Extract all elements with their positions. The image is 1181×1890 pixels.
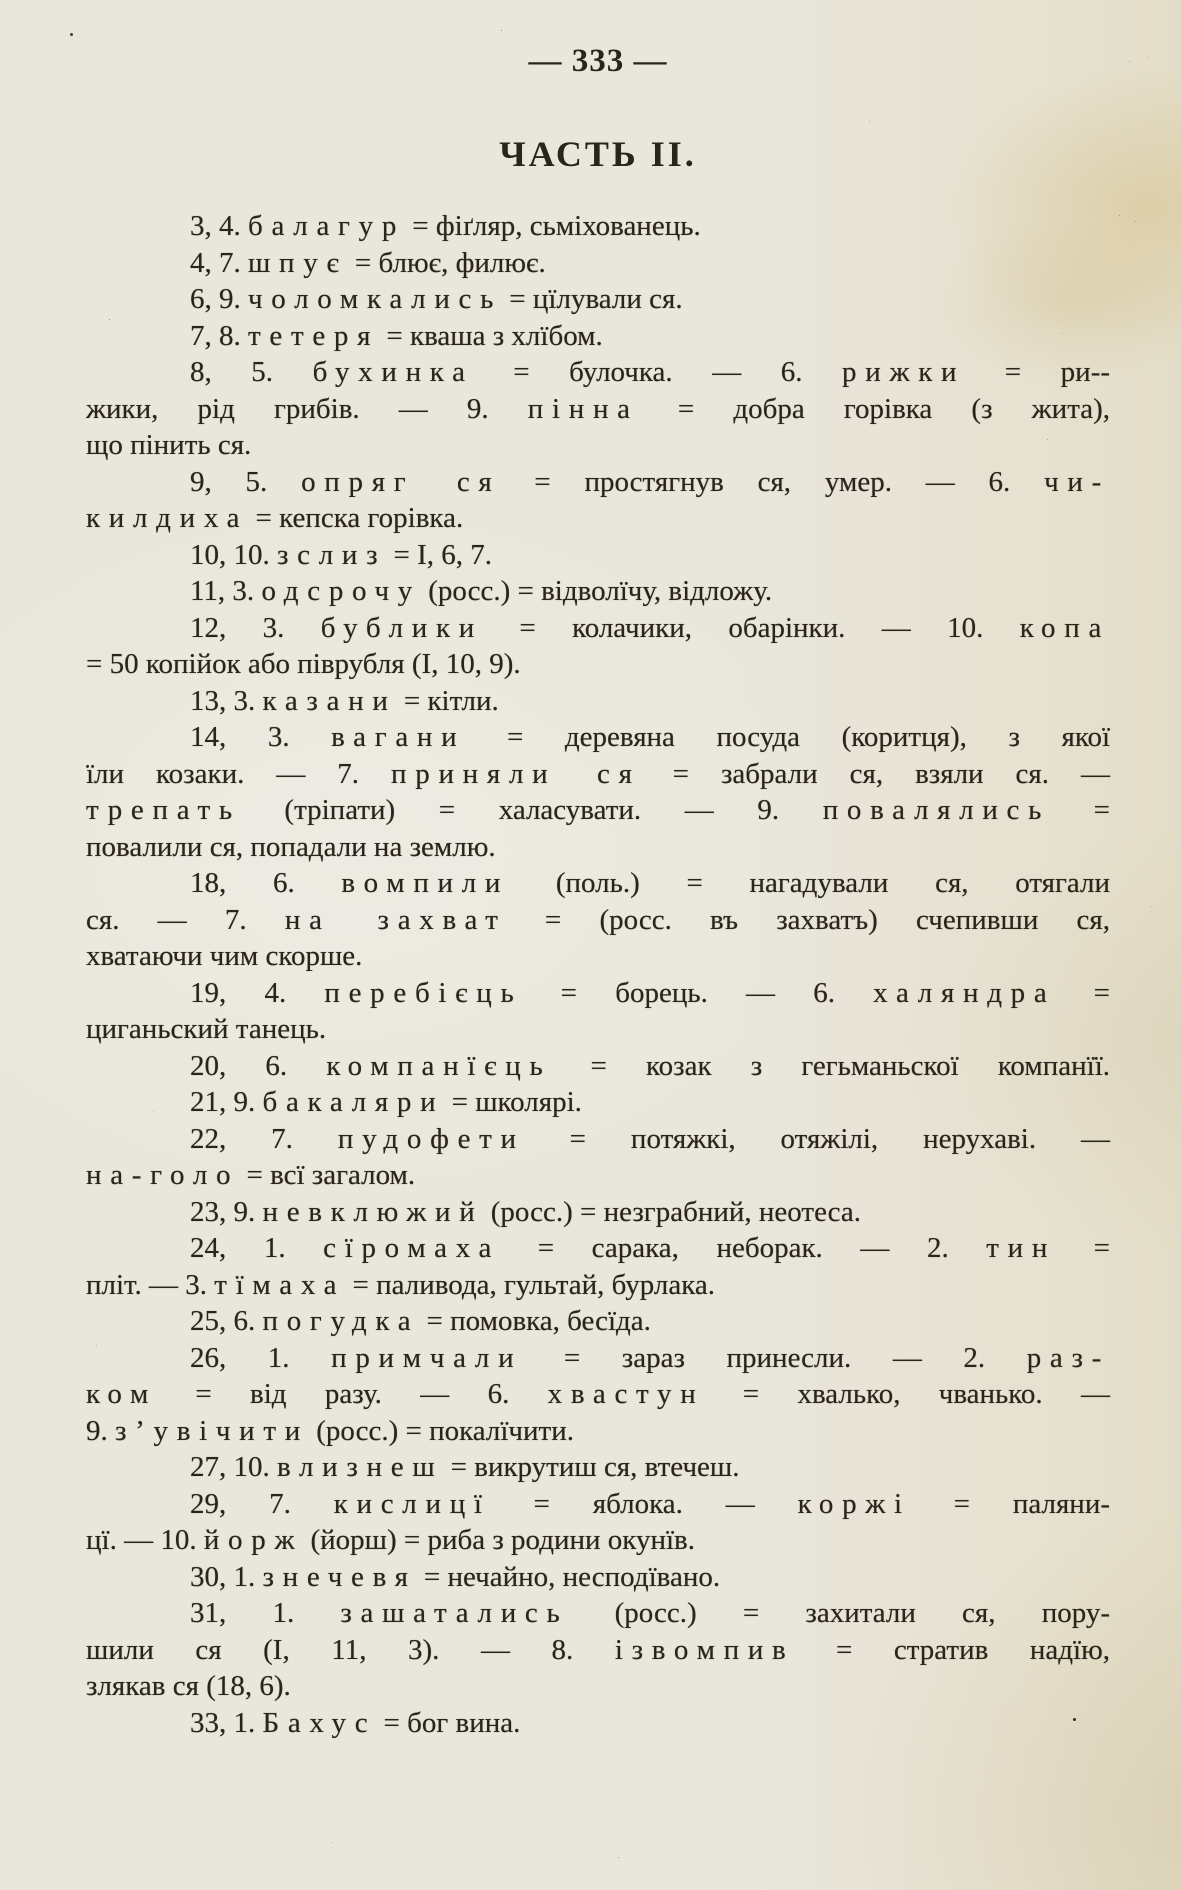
- headword: опряг ся: [301, 465, 501, 498]
- headword: зслиз: [277, 538, 387, 571]
- text-line: [86, 1230, 1110, 1267]
- text-line: [86, 1449, 1110, 1486]
- headword: казани: [262, 684, 397, 717]
- text-segment: = хвалько, чванько. —: [704, 1378, 1110, 1410]
- page-content: [86, 44, 1110, 1741]
- text-segment: = всї загалом.: [239, 1159, 416, 1191]
- text-segment: = кітли.: [396, 684, 499, 717]
- text-line: [86, 427, 1110, 464]
- text-line: [86, 1303, 1110, 1340]
- text-line: [86, 500, 1110, 537]
- text-line: [86, 1267, 1110, 1304]
- text-segment: циганьский танець.: [86, 1013, 327, 1045]
- text-line: [86, 1376, 1110, 1413]
- text-line: [86, 1595, 1110, 1632]
- headword: бухинка: [312, 356, 474, 388]
- headword: бублики: [320, 611, 484, 644]
- text-segment: 13, 3.: [190, 684, 263, 717]
- text-line: [86, 1522, 1110, 1559]
- headword: одсрочу: [261, 575, 421, 607]
- text-segment: 30, 1.: [190, 1560, 263, 1593]
- headword: примчали: [331, 1341, 523, 1374]
- text-segment: = школярі.: [444, 1086, 582, 1118]
- text-segment: = колачики, обарінки. — 10.: [483, 611, 1020, 644]
- headword: раз-: [1026, 1341, 1111, 1374]
- text-segment: = потяжкі, отяжілі, нерухаві. —: [524, 1122, 1110, 1155]
- text-segment: 14, 3.: [190, 721, 332, 753]
- text-segment: =: [1056, 1232, 1111, 1264]
- headword: повалялись: [822, 794, 1051, 826]
- text-segment: 19, 4.: [190, 976, 325, 1009]
- text-line: [86, 646, 1110, 683]
- text-line: [86, 464, 1110, 501]
- headword: коржі: [797, 1487, 911, 1520]
- headword: тин: [986, 1232, 1057, 1264]
- text-segment: = 50 копійок або піврубля (I, 10, 9).: [86, 648, 521, 680]
- text-segment: = блює, филює.: [347, 246, 546, 279]
- headword: чоломкались: [248, 283, 503, 315]
- text-segment: 22, 7.: [190, 1122, 338, 1155]
- text-segment: = зараз принесли. — 2.: [522, 1341, 1027, 1374]
- headword: трепать: [86, 794, 241, 826]
- text-segment: ся. — 7.: [86, 903, 285, 936]
- headword: знечевя: [262, 1560, 417, 1593]
- headword: приняли ся: [391, 757, 641, 790]
- text-segment: =: [1050, 794, 1110, 826]
- text-line: [86, 719, 1110, 756]
- text-segment: = від разу. — 6.: [157, 1378, 548, 1410]
- text-segment: = помовка, бесїда.: [419, 1305, 651, 1337]
- text-line: [86, 208, 1110, 245]
- text-segment: (росс.) = відволїчу, відложу.: [420, 575, 773, 607]
- text-segment: 6, 9.: [190, 283, 248, 315]
- text-line: [86, 537, 1110, 574]
- text-segment: 3, 4.: [190, 210, 248, 242]
- text-segment: 21, 9.: [190, 1086, 263, 1118]
- text-segment: 29, 7.: [190, 1487, 334, 1520]
- text-segment: = паляни-: [910, 1487, 1110, 1520]
- text-line: [86, 1486, 1110, 1523]
- text-line: [86, 1668, 1110, 1705]
- text-line: [86, 792, 1110, 829]
- text-segment: = сарака, неборак. — 2.: [500, 1232, 987, 1264]
- text-segment: = стратив надїю,: [794, 1633, 1110, 1666]
- text-segment: 25, 6.: [190, 1305, 263, 1337]
- text-segment: 31, 1.: [190, 1597, 341, 1629]
- text-segment: = ри--: [965, 356, 1111, 388]
- headword: халяндра: [873, 976, 1056, 1009]
- headword: ком: [86, 1378, 158, 1410]
- text-line: [86, 1559, 1110, 1596]
- text-segment: = яблока. —: [490, 1487, 798, 1520]
- headword: вагани: [331, 721, 466, 753]
- text-segment: 27, 10.: [190, 1451, 277, 1483]
- headword: невклюжий: [262, 1195, 484, 1228]
- headword: вомпили: [341, 867, 510, 899]
- text-segment: = добра горівка (з жита),: [638, 392, 1110, 425]
- text-segment: = (росс. въ захватъ) счепивши ся,: [506, 903, 1111, 936]
- headword: перебієць: [324, 976, 523, 1009]
- text-segment: 33, 1.: [190, 1706, 263, 1739]
- text-segment: шили ся (I, 11, 3). — 8.: [86, 1633, 615, 1666]
- text-segment: = нечайно, несподївано.: [416, 1560, 721, 1593]
- text-line: [86, 1157, 1110, 1194]
- headword: з’увічити: [115, 1414, 309, 1447]
- headword: тетеря: [248, 319, 380, 352]
- scan-speck-artifacts: [0, 0, 3, 3]
- headword: на-голо: [86, 1159, 240, 1191]
- text-segment: = булочка. — 6.: [473, 356, 843, 388]
- text-line: [86, 975, 1110, 1012]
- text-segment: = борець. — 6.: [522, 976, 874, 1009]
- text-segment: 18, 6.: [190, 867, 342, 899]
- text-segment: 12, 3.: [190, 611, 321, 644]
- text-segment: (росс.) = покалїчити.: [308, 1414, 574, 1447]
- text-line: [86, 281, 1110, 318]
- text-segment: злякав ся (18, 6).: [86, 1670, 291, 1702]
- headword: балагур: [248, 210, 406, 242]
- text-line: [86, 902, 1110, 939]
- text-segment: 8, 5.: [190, 356, 313, 388]
- text-segment: (росс.) = захитали ся, пору-: [568, 1597, 1111, 1629]
- text-segment: 20, 6.: [190, 1049, 327, 1082]
- headword: копа: [1019, 611, 1111, 644]
- text-segment: (йорш) = риба з родини окунїв.: [303, 1524, 695, 1556]
- text-segment: 7, 8.: [190, 319, 248, 352]
- headword: килдиха: [86, 502, 249, 534]
- headword: кислицї: [333, 1487, 491, 1520]
- headword: ізвомпив: [614, 1633, 795, 1666]
- text-line: [86, 610, 1110, 647]
- text-segment: = I, 6, 7.: [386, 538, 493, 571]
- text-segment: цї. — 10.: [86, 1524, 204, 1556]
- text-segment: = простягнув ся, умер. — 6.: [500, 465, 1045, 498]
- text-segment: =: [1055, 976, 1111, 1009]
- text-line: [86, 1011, 1110, 1048]
- headword: зашатались: [340, 1597, 569, 1629]
- text-segment: 9.: [86, 1414, 115, 1447]
- text-line: [86, 683, 1110, 720]
- text-line: [86, 354, 1110, 391]
- text-segment: 23, 9.: [190, 1195, 263, 1228]
- text-line: [86, 1413, 1110, 1450]
- page-number: — 333 —: [528, 43, 668, 79]
- text-line: [86, 865, 1110, 902]
- text-line: [86, 1340, 1110, 1377]
- text-segment: 11, 3.: [190, 575, 262, 607]
- headword: сїромаха: [323, 1232, 501, 1264]
- text-line: [86, 1705, 1110, 1742]
- text-segment: повалили ся, попадали на землю.: [86, 830, 496, 863]
- text-segment: = цїлували ся.: [502, 283, 683, 315]
- text-segment: = фіґляр, сьміхованець.: [405, 210, 701, 242]
- headword: бакаляри: [262, 1086, 445, 1118]
- glossary-lines: [86, 208, 1110, 1741]
- headword: пінна: [527, 392, 639, 425]
- text-segment: = паливода, гультай, бурлака.: [345, 1268, 716, 1301]
- text-segment: = викрутиш ся, втечеш.: [443, 1451, 740, 1483]
- headword: шпує: [248, 246, 348, 279]
- text-segment: 9, 5.: [190, 465, 302, 498]
- text-line: [86, 1194, 1110, 1231]
- text-segment: що пінить ся.: [86, 429, 252, 461]
- text-segment: хватаючи чим скорше.: [86, 940, 363, 972]
- headword: тїмаха: [214, 1268, 346, 1301]
- text-line: [86, 391, 1110, 428]
- text-segment: 26, 1.: [190, 1341, 332, 1374]
- text-segment: (росс.) = незграбний, неотеса.: [483, 1195, 862, 1228]
- text-segment: = кваша з хлїбом.: [379, 319, 603, 352]
- text-segment: = кепска горівка.: [248, 502, 464, 534]
- text-line: [86, 756, 1110, 793]
- text-segment: = козак з гегьманьскої компанїї.: [551, 1049, 1111, 1082]
- text-segment: (тріпати) = халасувати. — 9.: [240, 794, 823, 826]
- text-segment: 4, 7.: [190, 246, 248, 279]
- headword: влизнеш: [277, 1451, 444, 1483]
- headword: погудка: [262, 1305, 420, 1337]
- text-segment: 24, 1.: [190, 1232, 324, 1264]
- text-line: [86, 1632, 1110, 1669]
- text-line: [86, 318, 1110, 355]
- text-line: [86, 1048, 1110, 1085]
- headword: рижки: [842, 356, 966, 388]
- headword: чи-: [1044, 465, 1110, 498]
- text-segment: = бог вина.: [376, 1706, 521, 1739]
- text-line: [86, 829, 1110, 866]
- headword: пудофети: [337, 1122, 525, 1155]
- text-line: [86, 1121, 1110, 1158]
- text-segment: 10, 10.: [190, 538, 277, 571]
- headword: йорж: [203, 1524, 304, 1556]
- text-segment: пліт. — 3.: [86, 1268, 215, 1301]
- headword: хвастун: [547, 1378, 705, 1410]
- text-segment: (поль.) = нагадували ся, отягали: [509, 867, 1110, 899]
- text-line: [86, 1084, 1110, 1121]
- section-heading: ЧАСТЬ II.: [499, 134, 697, 174]
- headword: на захват: [284, 903, 507, 936]
- text-line: [86, 938, 1110, 975]
- text-line: [86, 245, 1110, 282]
- text-segment: їли козаки. — 7.: [86, 757, 392, 790]
- text-segment: = деревяна посуда (коритця), з якої: [465, 721, 1110, 753]
- text-segment: = забрали ся, взяли ся. —: [640, 757, 1110, 790]
- text-line: [86, 573, 1110, 610]
- text-segment: жики, рід грибів. — 9.: [86, 392, 528, 425]
- headword: компанїєць: [326, 1049, 552, 1082]
- headword: Бахус: [262, 1706, 377, 1739]
